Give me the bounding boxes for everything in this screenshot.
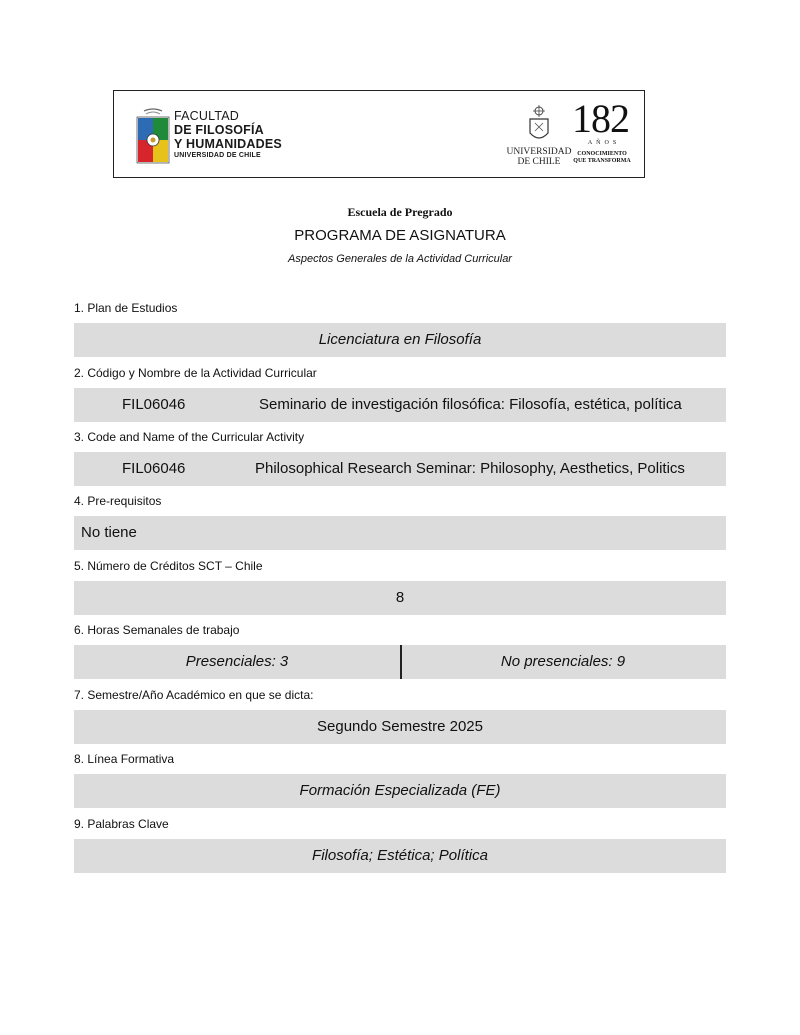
hours-presencial: Presenciales: 3 bbox=[185, 653, 289, 670]
program-subtitle: Aspectos Generales de la Actividad Curricular bbox=[288, 253, 512, 265]
course-code-es: FIL06046 bbox=[122, 396, 186, 413]
section-7-label: 7. Semestre/Año Académico en que se dicta: bbox=[74, 688, 314, 702]
anniversary-years: AÑOS bbox=[587, 140, 621, 146]
university-line2: DE CHILE bbox=[517, 157, 561, 167]
anniversary-number: 182 bbox=[572, 96, 629, 141]
section-8-label: 8. Línea Formativa bbox=[74, 752, 175, 766]
keywords-value: Filosofía; Estética; Política bbox=[312, 847, 488, 864]
anniversary-tag1: CONOCIMIENTO bbox=[577, 151, 627, 157]
university-line1: UNIVERSIDAD bbox=[506, 147, 572, 157]
section-1-label: 1. Plan de Estudios bbox=[74, 301, 178, 315]
faculty-crest-icon bbox=[134, 107, 172, 167]
section-3-label: 3. Code and Name of the Curricular Activity bbox=[74, 430, 305, 444]
course-name-en: Philosophical Research Seminar: Philosophy, Aesthetics, Politics bbox=[255, 460, 685, 477]
section-2-label: 2. Código y Nombre de la Actividad Curricular bbox=[74, 366, 317, 380]
section-6-label: 6. Horas Semanales de trabajo bbox=[74, 623, 240, 637]
section-9-field bbox=[74, 839, 726, 873]
section-5-field bbox=[74, 581, 726, 615]
anniversary-tagline bbox=[570, 151, 634, 165]
faculty-line3: Y HUMANIDADES bbox=[174, 137, 282, 151]
section-9-label: 9. Palabras Clave bbox=[74, 817, 169, 831]
university-name bbox=[506, 147, 572, 167]
section-7-field bbox=[74, 710, 726, 744]
section-8-field bbox=[74, 774, 726, 808]
header-logos-box bbox=[113, 90, 645, 178]
section-4-field bbox=[74, 516, 726, 550]
section-1-field bbox=[74, 323, 726, 357]
school-title: Escuela de Pregrado bbox=[347, 205, 453, 219]
faculty-line1: FACULTAD bbox=[174, 109, 240, 123]
semester-value: Segundo Semestre 2025 bbox=[317, 718, 483, 735]
course-name-es: Seminario de investigación filosófica: Filosofía, estética, política bbox=[259, 396, 682, 413]
section-4-label: 4. Pre-requisitos bbox=[74, 494, 162, 508]
faculty-line4: UNIVERSIDAD DE CHILE bbox=[174, 152, 261, 159]
formative-line-value: Formación Especializada (FE) bbox=[299, 782, 501, 799]
course-code-en: FIL06046 bbox=[122, 460, 186, 477]
anniversary-tag2: QUE TRANSFORMA bbox=[573, 158, 631, 164]
section-5-label: 5. Número de Créditos SCT – Chile bbox=[74, 559, 263, 573]
university-crest-icon bbox=[526, 105, 552, 145]
prerequisites-value: No tiene bbox=[81, 524, 137, 541]
section-3-field bbox=[74, 452, 726, 486]
program-title: PROGRAMA DE ASIGNATURA bbox=[294, 227, 506, 244]
section-2-field bbox=[74, 388, 726, 422]
hours-no-presencial: No presenciales: 9 bbox=[500, 653, 626, 670]
section-6-field bbox=[74, 645, 726, 679]
faculty-name bbox=[174, 109, 282, 161]
plan-value: Licenciatura en Filosofía bbox=[318, 331, 482, 348]
credits-value: 8 bbox=[395, 589, 405, 606]
faculty-line2: DE FILOSOFÍA bbox=[174, 123, 264, 137]
